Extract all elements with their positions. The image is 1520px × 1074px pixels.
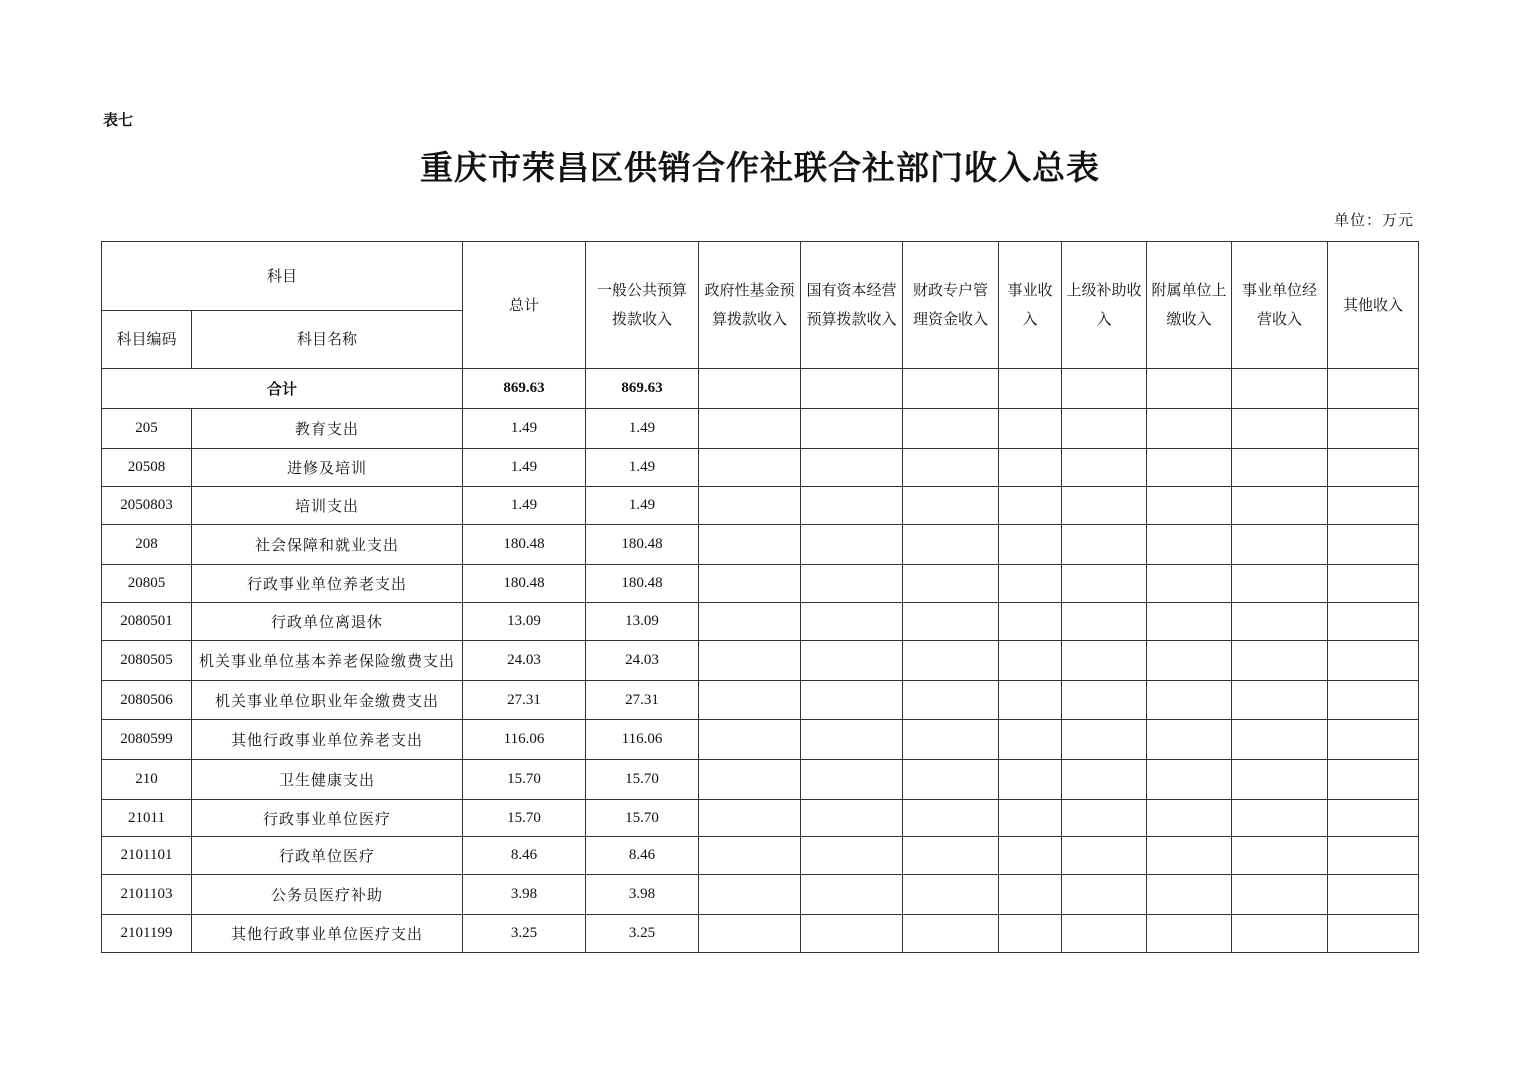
empty-cell [1328,720,1419,760]
empty-cell [1328,875,1419,915]
empty-cell [903,800,999,837]
subject-name-cell: 公务员医疗补助 [192,875,463,915]
empty-cell [699,915,801,953]
empty-cell [1147,449,1232,487]
general-budget-cell: 27.31 [586,681,699,720]
header-business-operation-line2: 营收入 [1257,310,1303,328]
empty-cell [1232,565,1328,603]
empty-cell [999,409,1062,449]
empty-cell [999,837,1062,875]
empty-cell [1062,409,1147,449]
empty-cell [903,409,999,449]
general-budget-cell: 116.06 [586,720,699,760]
header-affiliated-unit-line1: 附属单位上 [1151,281,1227,299]
header-general-budget-line2: 拨款收入 [612,310,673,328]
empty-cell [1147,603,1232,641]
empty-cell [903,837,999,875]
empty-cell [1328,915,1419,953]
empty-cell [1062,641,1147,681]
empty-cell [1147,800,1232,837]
empty-cell [1232,720,1328,760]
general-budget-cell: 180.48 [586,565,699,603]
empty-cell [801,837,903,875]
empty-cell [801,641,903,681]
header-subject-code: 科目编码 [102,311,192,369]
empty-cell [1062,449,1147,487]
empty-cell [1147,681,1232,720]
empty-cell [1062,800,1147,837]
empty-cell [699,837,801,875]
empty-cell [999,487,1062,525]
empty-cell [801,565,903,603]
table-number: 表七 [103,111,134,129]
total-cell: 15.70 [463,800,586,837]
empty-cell [699,449,801,487]
empty-cell [699,800,801,837]
empty-cell [999,369,1062,409]
header-gov-fund-line2: 算拨款收入 [712,310,788,328]
empty-cell [999,525,1062,565]
total-cell: 8.46 [463,837,586,875]
total-cell: 27.31 [463,681,586,720]
subject-code-cell: 210 [102,760,192,800]
empty-cell [1328,800,1419,837]
total-label: 合计 [102,369,463,409]
empty-cell [1062,915,1147,953]
empty-cell [1232,760,1328,800]
header-special-fund-line2: 理资金收入 [913,310,989,328]
empty-cell [1147,487,1232,525]
subject-name-cell: 行政事业单位医疗 [192,800,463,837]
subject-name-cell: 机关事业单位基本养老保险缴费支出 [192,641,463,681]
empty-cell [699,369,801,409]
empty-cell [999,760,1062,800]
header-state-capital [801,242,903,369]
subject-name-cell: 行政事业单位养老支出 [192,565,463,603]
empty-cell [699,681,801,720]
empty-cell [1147,760,1232,800]
subject-name-cell: 其他行政事业单位医疗支出 [192,915,463,953]
general-budget-cell: 1.49 [586,449,699,487]
empty-cell [1328,565,1419,603]
empty-cell [903,760,999,800]
total-amount: 869.63 [463,369,586,409]
total-cell: 1.49 [463,409,586,449]
subject-code-cell: 2080505 [102,641,192,681]
empty-cell [1328,603,1419,641]
empty-cell [699,875,801,915]
empty-cell [1062,875,1147,915]
header-other-income: 其他收入 [1328,242,1419,369]
empty-cell [1147,565,1232,603]
total-cell: 180.48 [463,565,586,603]
total-cell: 1.49 [463,449,586,487]
empty-cell [903,487,999,525]
empty-cell [999,641,1062,681]
table-row [102,487,1419,525]
empty-cell [1232,641,1328,681]
empty-cell [1232,875,1328,915]
empty-cell [801,409,903,449]
empty-cell [1328,369,1419,409]
table-row [102,875,1419,915]
general-budget-cell: 180.48 [586,525,699,565]
empty-cell [801,487,903,525]
empty-cell [1147,837,1232,875]
empty-cell [1147,720,1232,760]
table-row [102,641,1419,681]
subject-name-cell: 行政单位医疗 [192,837,463,875]
subject-code-cell: 2080501 [102,603,192,641]
general-budget-cell: 13.09 [586,603,699,641]
empty-cell [1328,760,1419,800]
empty-cell [903,641,999,681]
general-budget-cell: 1.49 [586,409,699,449]
table-row [102,915,1419,953]
table-body [102,369,1419,953]
empty-cell [699,641,801,681]
header-total: 总计 [463,242,586,369]
total-cell: 116.06 [463,720,586,760]
general-budget-cell: 15.70 [586,800,699,837]
empty-cell [1232,800,1328,837]
empty-cell [903,915,999,953]
empty-cell [801,915,903,953]
header-business-operation [1232,242,1328,369]
empty-cell [903,449,999,487]
header-affiliated-unit [1147,242,1232,369]
subject-code-cell: 208 [102,525,192,565]
empty-cell [1062,369,1147,409]
empty-cell [801,603,903,641]
total-row [102,369,1419,409]
subject-name-cell: 其他行政事业单位养老支出 [192,720,463,760]
empty-cell [1328,837,1419,875]
empty-cell [1147,915,1232,953]
header-general-budget-line1: 一般公共预算 [597,281,688,299]
empty-cell [903,681,999,720]
empty-cell [801,720,903,760]
table-row [102,603,1419,641]
total-cell: 3.25 [463,915,586,953]
empty-cell [699,487,801,525]
table-row [102,760,1419,800]
header-superior-subsidy-line1: 上级补助收 [1066,281,1142,299]
empty-cell [1232,837,1328,875]
subject-name-cell: 教育支出 [192,409,463,449]
header-gov-fund-line1: 政府性基金预 [704,281,795,299]
table-row [102,565,1419,603]
header-gov-fund [699,242,801,369]
subject-name-cell: 进修及培训 [192,449,463,487]
empty-cell [1232,915,1328,953]
header-superior-subsidy-line2: 入 [1096,310,1112,328]
empty-cell [801,369,903,409]
empty-cell [1062,487,1147,525]
empty-cell [999,449,1062,487]
empty-cell [1147,369,1232,409]
subject-code-cell: 2080506 [102,681,192,720]
empty-cell [1062,720,1147,760]
subject-code-cell: 2101199 [102,915,192,953]
general-budget-cell: 24.03 [586,641,699,681]
subject-code-cell: 2050803 [102,487,192,525]
header-superior-subsidy [1062,242,1147,369]
empty-cell [699,603,801,641]
empty-cell [699,720,801,760]
empty-cell [1328,525,1419,565]
empty-cell [903,875,999,915]
empty-cell [801,875,903,915]
subject-code-cell: 20508 [102,449,192,487]
empty-cell [1232,487,1328,525]
general-budget-cell: 1.49 [586,487,699,525]
header-business-operation-line1: 事业单位经 [1242,281,1318,299]
general-budget-cell: 3.98 [586,875,699,915]
table-row [102,720,1419,760]
empty-cell [1232,449,1328,487]
total-cell: 13.09 [463,603,586,641]
empty-cell [903,603,999,641]
total-general-budget: 869.63 [586,369,699,409]
total-cell: 24.03 [463,641,586,681]
subject-name-cell: 培训支出 [192,487,463,525]
subject-code-cell: 21011 [102,800,192,837]
empty-cell [999,720,1062,760]
table-row [102,409,1419,449]
empty-cell [903,369,999,409]
empty-cell [801,760,903,800]
empty-cell [1062,603,1147,641]
empty-cell [1328,681,1419,720]
empty-cell [801,449,903,487]
empty-cell [999,800,1062,837]
header-business-income [999,242,1062,369]
subject-code-cell: 20805 [102,565,192,603]
empty-cell [1147,641,1232,681]
table-row [102,449,1419,487]
empty-cell [1062,760,1147,800]
subject-name-cell: 社会保障和就业支出 [192,525,463,565]
empty-cell [801,800,903,837]
empty-cell [1147,525,1232,565]
income-table [101,241,1419,953]
unit-label: 单位：万元 [1333,211,1414,229]
header-state-capital-line2: 预算拨款收入 [806,310,897,328]
table-row [102,681,1419,720]
empty-cell [1147,875,1232,915]
empty-cell [801,525,903,565]
empty-cell [1232,681,1328,720]
subject-code-cell: 2080599 [102,720,192,760]
empty-cell [999,565,1062,603]
subject-name-cell: 卫生健康支出 [192,760,463,800]
empty-cell [801,681,903,720]
empty-cell [1147,409,1232,449]
header-state-capital-line1: 国有资本经营 [806,281,897,299]
header-affiliated-unit-line2: 缴收入 [1166,310,1212,328]
header-business-income-line2: 入 [1022,310,1038,328]
subject-code-cell: 2101101 [102,837,192,875]
empty-cell [999,603,1062,641]
empty-cell [699,525,801,565]
empty-cell [1328,641,1419,681]
empty-cell [1062,681,1147,720]
general-budget-cell: 15.70 [586,760,699,800]
empty-cell [1328,409,1419,449]
empty-cell [699,760,801,800]
total-cell: 3.98 [463,875,586,915]
empty-cell [999,681,1062,720]
total-cell: 180.48 [463,525,586,565]
table-row [102,800,1419,837]
table-row [102,837,1419,875]
empty-cell [903,565,999,603]
subject-name-cell: 机关事业单位职业年金缴费支出 [192,681,463,720]
empty-cell [1062,837,1147,875]
empty-cell [699,409,801,449]
header-special-fund-line1: 财政专户管 [913,281,989,299]
empty-cell [1232,525,1328,565]
header-subject: 科目 [102,242,463,311]
empty-cell [1232,603,1328,641]
total-cell: 15.70 [463,760,586,800]
header-business-income-line1: 事业收 [1007,281,1053,299]
empty-cell [1328,487,1419,525]
empty-cell [999,915,1062,953]
empty-cell [1328,449,1419,487]
table-row [102,525,1419,565]
empty-cell [999,875,1062,915]
subject-name-cell: 行政单位离退休 [192,603,463,641]
empty-cell [903,720,999,760]
empty-cell [903,525,999,565]
empty-cell [1062,525,1147,565]
total-cell: 1.49 [463,487,586,525]
general-budget-cell: 3.25 [586,915,699,953]
document-title: 重庆市荣昌区供销合作社联合社部门收入总表 [420,148,1100,187]
header-general-budget [586,242,699,369]
empty-cell [1232,369,1328,409]
subject-code-cell: 2101103 [102,875,192,915]
subject-code-cell: 205 [102,409,192,449]
general-budget-cell: 8.46 [586,837,699,875]
header-subject-name: 科目名称 [192,311,463,369]
empty-cell [1232,409,1328,449]
header-special-fund [903,242,999,369]
empty-cell [699,565,801,603]
empty-cell [1062,565,1147,603]
